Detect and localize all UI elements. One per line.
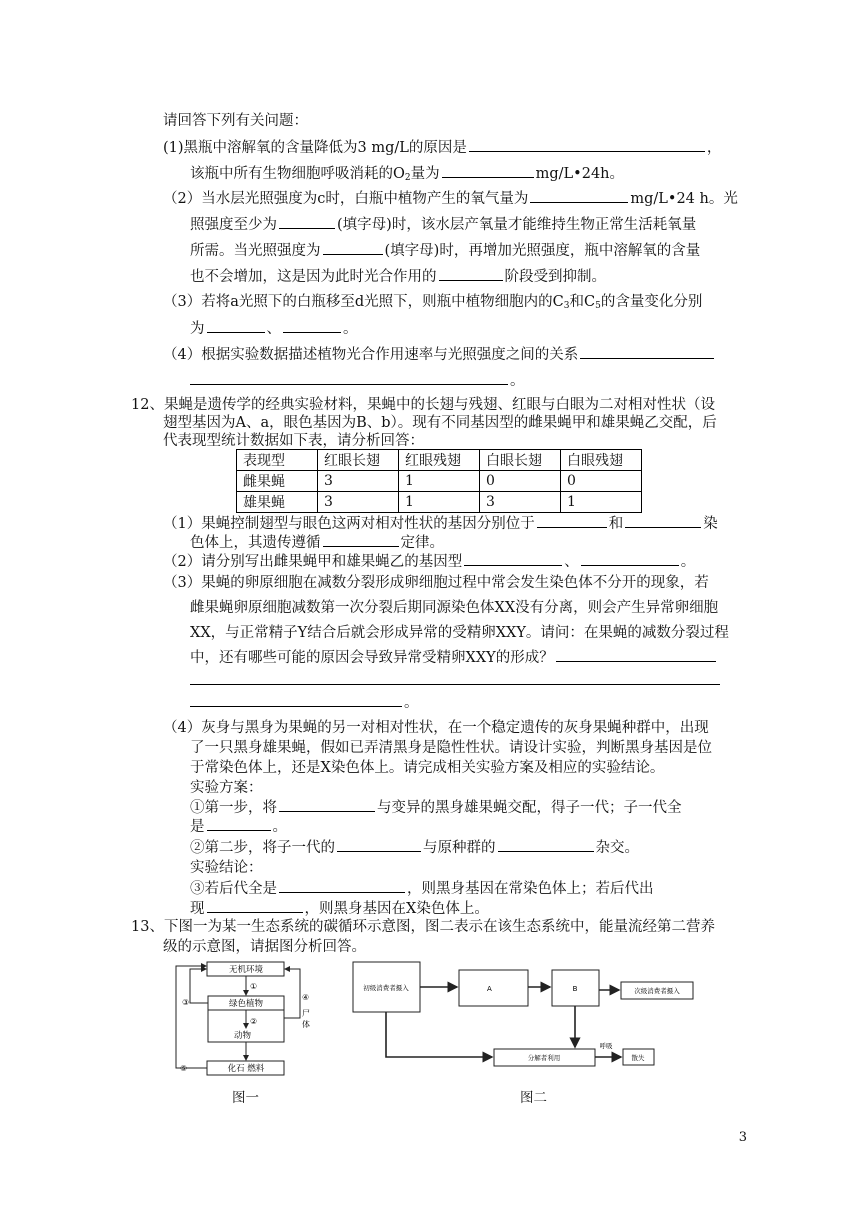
- table-cell: 3: [318, 492, 399, 513]
- q12-stem-line3: 代表现型统计数据如下表，请分析回答：: [163, 433, 424, 449]
- q11-intro: 请回答下列有关问题：: [163, 113, 308, 129]
- answer-blank[interactable]: [190, 670, 720, 685]
- table-header: 红眼残翅: [399, 450, 480, 471]
- q13-stem-line1: 13、下图一为某一生态系统的碳循环示意图，图二表示在该生态系统中，能量流经第二营养: [131, 919, 715, 935]
- arrow-3: [190, 969, 208, 1003]
- table-cell: 3: [318, 471, 399, 492]
- num-2: ②: [250, 1017, 258, 1026]
- box-a-label: A: [487, 985, 492, 993]
- table-header: 白眼长翅: [480, 450, 561, 471]
- q11-part3-line1: （3）若将a光照下的白瓶移至d光照下，则瓶中植物细胞内的$C_3$和$C_5$的含量变化分别: [163, 294, 703, 311]
- animal-label: 动物: [234, 1031, 252, 1041]
- corpse-label-1: 尸: [302, 1009, 310, 1018]
- page-number: 3: [738, 1130, 747, 1145]
- arrow-intake-to-decomposer: [386, 1012, 492, 1057]
- q11-part4-line2: 。: [190, 370, 525, 391]
- num-5: ⑤: [180, 1064, 188, 1073]
- table-row: [237, 471, 642, 492]
- answer-blank[interactable]: [207, 898, 303, 913]
- table-cell: 1: [399, 492, 480, 513]
- q11-part2-line3: 所需。当光照强度为 (填字母)时，再增加光照强度，瓶中溶解氧的含量: [190, 240, 700, 261]
- q12-stem-line2: 翅型基因为A、a，眼色基因为B、b）。现有不同基因型的雌果蝇甲和雄果蝇乙交配，后: [163, 415, 717, 431]
- answer-blank[interactable]: [581, 551, 679, 566]
- answer-blank[interactable]: [625, 513, 701, 528]
- secondary-intake-label: 次级消费者摄入: [634, 987, 680, 995]
- step2-line: ②第二步，将子一代的 与原种群的 杂交。: [190, 837, 639, 858]
- box-b-label: B: [572, 985, 578, 993]
- table-header: 表现型: [237, 450, 318, 471]
- step1-line2: 是 。: [190, 816, 287, 837]
- q11-part2-line1: （2）当水层光照强度为c时，白瓶中植物产生的氧气量为 mg/L•24 h。光: [163, 188, 738, 209]
- table-cell: 3: [480, 492, 561, 513]
- table-header-row: [237, 450, 642, 471]
- q12-sub3-blank-end: 。: [190, 692, 419, 713]
- table-cell: 0: [480, 471, 561, 492]
- answer-blank[interactable]: [283, 318, 341, 333]
- phenotype-table: [236, 449, 642, 513]
- q12-sub3-line4: 中，还有哪些可能的原因会导致异常受精卵XXY的形成？: [190, 647, 718, 668]
- num-4: ④: [302, 993, 310, 1002]
- table-header: 红眼长翅: [318, 450, 399, 471]
- answer-blank[interactable]: [190, 692, 402, 707]
- fossil-fuel-label: 化石 燃料: [227, 1064, 265, 1074]
- table-cell: 雄果蝇: [237, 492, 318, 513]
- answer-blank[interactable]: [279, 878, 405, 893]
- table-header: 白眼残翅: [561, 450, 642, 471]
- table-cell: 1: [399, 471, 480, 492]
- answer-blank[interactable]: [439, 266, 503, 281]
- arrow-5: [176, 966, 207, 1068]
- answer-blank[interactable]: [337, 837, 421, 852]
- answer-blank[interactable]: [323, 532, 399, 547]
- decomposer-label: 分解者利用: [527, 1054, 561, 1062]
- q11-part1-line1: (1)黑瓶中溶解氧的含量降低为3 mg/L的原因是 ，: [163, 137, 721, 158]
- answer-blank[interactable]: [190, 370, 508, 385]
- box-a: [459, 970, 528, 1006]
- q11-part2-line2: 照强度至少为 (填字母)时，该水层产氧量才能维持生物正常生活耗氧量: [190, 214, 696, 235]
- table-cell: 雌果蝇: [237, 471, 318, 492]
- answer-blank[interactable]: [323, 240, 383, 255]
- inorganic-environment-label: 无机环境: [228, 965, 264, 975]
- q12-sub3-line3: XX，与正常精子Y结合后就会形成异常的受精卵XXY。请问：在果蝇的减数分裂过程: [190, 625, 729, 641]
- q11-part3-line2: 为 、 。: [190, 318, 358, 339]
- q12-sub1-line2: 色体上，其遗传遵循 定律。: [190, 532, 444, 553]
- num-1: ①: [250, 982, 258, 991]
- q12-sub2: （2）请分别写出雌果蝇甲和雄果蝇乙的基因型 、 。: [163, 551, 695, 572]
- green-plant-label: 绿色植物: [228, 999, 264, 1009]
- answer-blank[interactable]: [279, 797, 375, 812]
- q12-sub3-line1: （3）果蝇的卵原细胞在减数分裂形成卵细胞过程中常会发生染色体不分开的现象，若: [163, 575, 709, 591]
- conclusion-label: 实验结论：: [190, 860, 263, 876]
- q12-sub4-line2: 了一只黑身雄果蝇，假如已弄清黑身是隐性性状。请设计实验，判断黑身基因是位: [190, 740, 712, 756]
- q12-sub4-line3: 于常染色体上，还是X染色体上。请完成相关实验方案及相应的实验结论。: [190, 760, 665, 776]
- q12-stem-line1: 12、果蝇是遗传学的经典实验材料，果蝇中的长翅与残翅、红眼与白眼为二对相对性状（设: [131, 397, 715, 413]
- answer-blank[interactable]: [469, 137, 705, 152]
- answer-blank[interactable]: [464, 551, 562, 566]
- table-cell: 1: [561, 492, 642, 513]
- step1-line1: ①第一步，将 与变异的黑身雄果蝇交配，得子一代；子一代全: [190, 797, 682, 818]
- answer-blank[interactable]: [498, 837, 594, 852]
- q13-stem-line2: 级的示意图，请据图分析回答。: [163, 939, 366, 955]
- loss-label: 散失: [631, 1054, 645, 1062]
- answer-blank[interactable]: [580, 344, 714, 359]
- q11-part1-line2: 该瓶中所有生物细胞呼吸消耗的$O_2$量为 mg/L•24h。: [190, 163, 624, 188]
- figure2-caption: 图二: [520, 1090, 547, 1106]
- q11-part2-line4: 也不会增加，这是因为此时光合作用的 阶段受到抑制。: [190, 266, 606, 287]
- arrow-4: [284, 969, 300, 1018]
- carbon-cycle-diagram: [170, 958, 330, 1082]
- corpse-label-2: 体: [302, 1020, 310, 1029]
- primary-intake-label: 初级消费者摄入: [363, 984, 409, 992]
- answer-blank[interactable]: [556, 647, 716, 662]
- answer-blank[interactable]: [279, 214, 335, 229]
- answer-blank[interactable]: [442, 163, 534, 178]
- energy-flow-diagram: [350, 958, 710, 1082]
- conclusion-line2: 现 ，则黑身基因在X染色体上。: [190, 898, 489, 919]
- answer-blank[interactable]: [207, 318, 265, 333]
- num-3: ③: [182, 998, 190, 1007]
- plan-label: 实验方案：: [190, 780, 263, 796]
- respiration-label: 呼吸: [599, 1042, 613, 1050]
- q11-part4-line1: （4）根据实验数据描述植物光合作用速率与光照强度之间的关系: [163, 344, 716, 365]
- answer-blank[interactable]: [207, 816, 271, 831]
- answer-blank[interactable]: [530, 188, 628, 203]
- q12-sub4-line1: （4）灰身与黑身为果蝇的另一对相对性状，在一个稳定遗传的灰身果蝇种群中，出现: [163, 720, 709, 736]
- figure1-caption: 图一: [232, 1090, 259, 1106]
- q12-sub3-line2: 雌果蝇卵原细胞减数第一次分裂后期同源染色体XX没有分离，则会产生异常卵细胞: [190, 600, 719, 616]
- q12-sub3-blank-line: [190, 670, 722, 691]
- table-row: [237, 492, 642, 513]
- conclusion-line1: ③若后代全是 ，则黑身基因在常染色体上；若后代出: [190, 878, 654, 899]
- q12-sub1-line1: （1）果蝇控制翅型与眼色这两对相对性状的基因分别位于 和 染: [163, 513, 718, 534]
- answer-blank[interactable]: [537, 513, 607, 528]
- table-cell: 0: [561, 471, 642, 492]
